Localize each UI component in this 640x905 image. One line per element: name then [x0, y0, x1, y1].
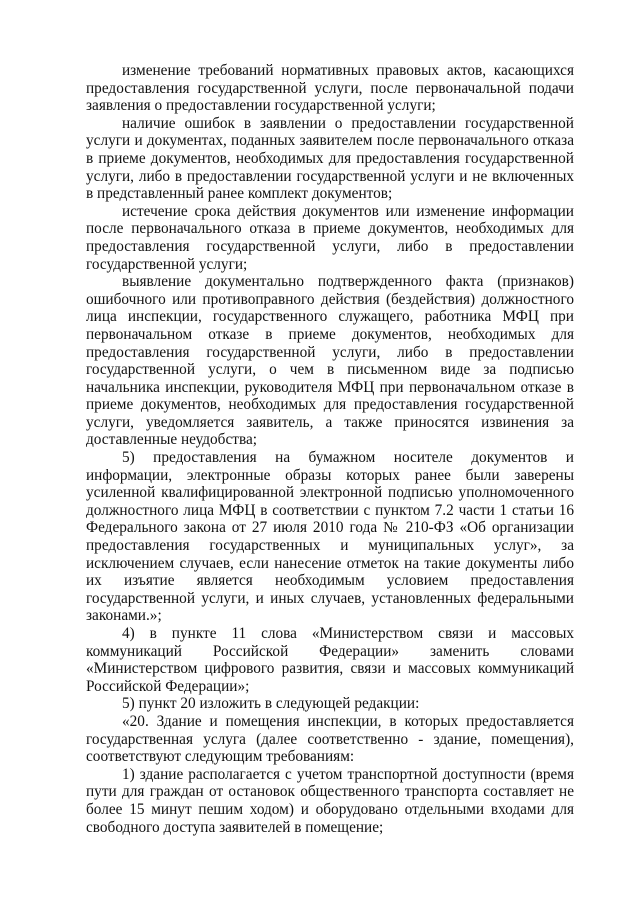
- document-body: [86, 62, 574, 836]
- paragraph-item-5-paper-documents: 5) предоставления на бумажном носителе документов и информации, электронные образы которых ранее были заверены усиленной квалифицированной электронной подписью уполномоченного должностного лица МФЦ в соответствии с пунктом 7.2 части 1 статьи 16 Федерального закона от 27 июля 2010 года № 210-ФЗ «Об организации предоставления государственных и муниципальных услуг», за исключением случаев, если нанесение отметок на такие документы либо их изъятие является необходимым условием предоставления государственной услуги, и иных случаев, установленных федеральными законами.»;: [86, 449, 574, 625]
- paragraph-clause-20-item-1: 1) здание располагается с учетом транспортной доступности (время пути для граждан от остановок общественного транспорта составляет не более 15 минут пешим ходом) и оборудовано отдельными входами для свободного доступа заявителей в помещение;: [86, 765, 574, 836]
- paragraph-requirements-change: изменение требований нормативных правовых актов, касающихся предоставления государственной услуги, после первоначальной подачи заявления о предоставлении государственной услуги;: [86, 62, 574, 115]
- paragraph-item-4-ministry-rename: 4) в пункте 11 слова «Министерством связи и массовых коммуникаций Российской Федерации» заменить словами «Министерством цифрового развития, связи и массовых коммуникаций Российской Федерации»;: [86, 625, 574, 695]
- paragraph-unlawful-action: выявление документально подтвержденного факта (признаков) ошибочного или противоправного действия (бездействия) должностного лица инспекции, государственного служащего, работника МФЦ при первоначальном отказе в приеме документов, необходимых для предоставления государственной услуги, либо в предоставлении государственной услуги, о чем в письменном виде за подписью начальника инспекции, руководителя МФЦ при первоначальном отказе в приеме документов, необходимых для предоставления государственной услуги, уведомляется заявитель, а также приносятся извинения за доставленные неудобства;: [86, 273, 574, 449]
- paragraph-application-errors: наличие ошибок в заявлении о предоставлении государственной услуги и документах, поданных заявителем после первоначального отказа в приеме документов, необходимых для предоставления государственной услуги, либо в предоставлении государственной услуги и не включенных в представленный ранее комплект документов;: [86, 114, 574, 203]
- paragraph-document-expiry: истечение срока действия документов или изменение информации после первоначального отказа в приеме документов, необходимых для предоставления государственной услуги, либо в предоставлении государственной услуги;: [86, 202, 574, 273]
- paragraph-clause-20-building: «20. Здание и помещения инспекции, в которых предоставляется государственная услуга (далее соответственно - здание, помещения), соответствуют следующим требованиям:: [86, 712, 574, 766]
- paragraph-item-5-clause-20: 5) пункт 20 изложить в следующей редакции:: [122, 695, 420, 713]
